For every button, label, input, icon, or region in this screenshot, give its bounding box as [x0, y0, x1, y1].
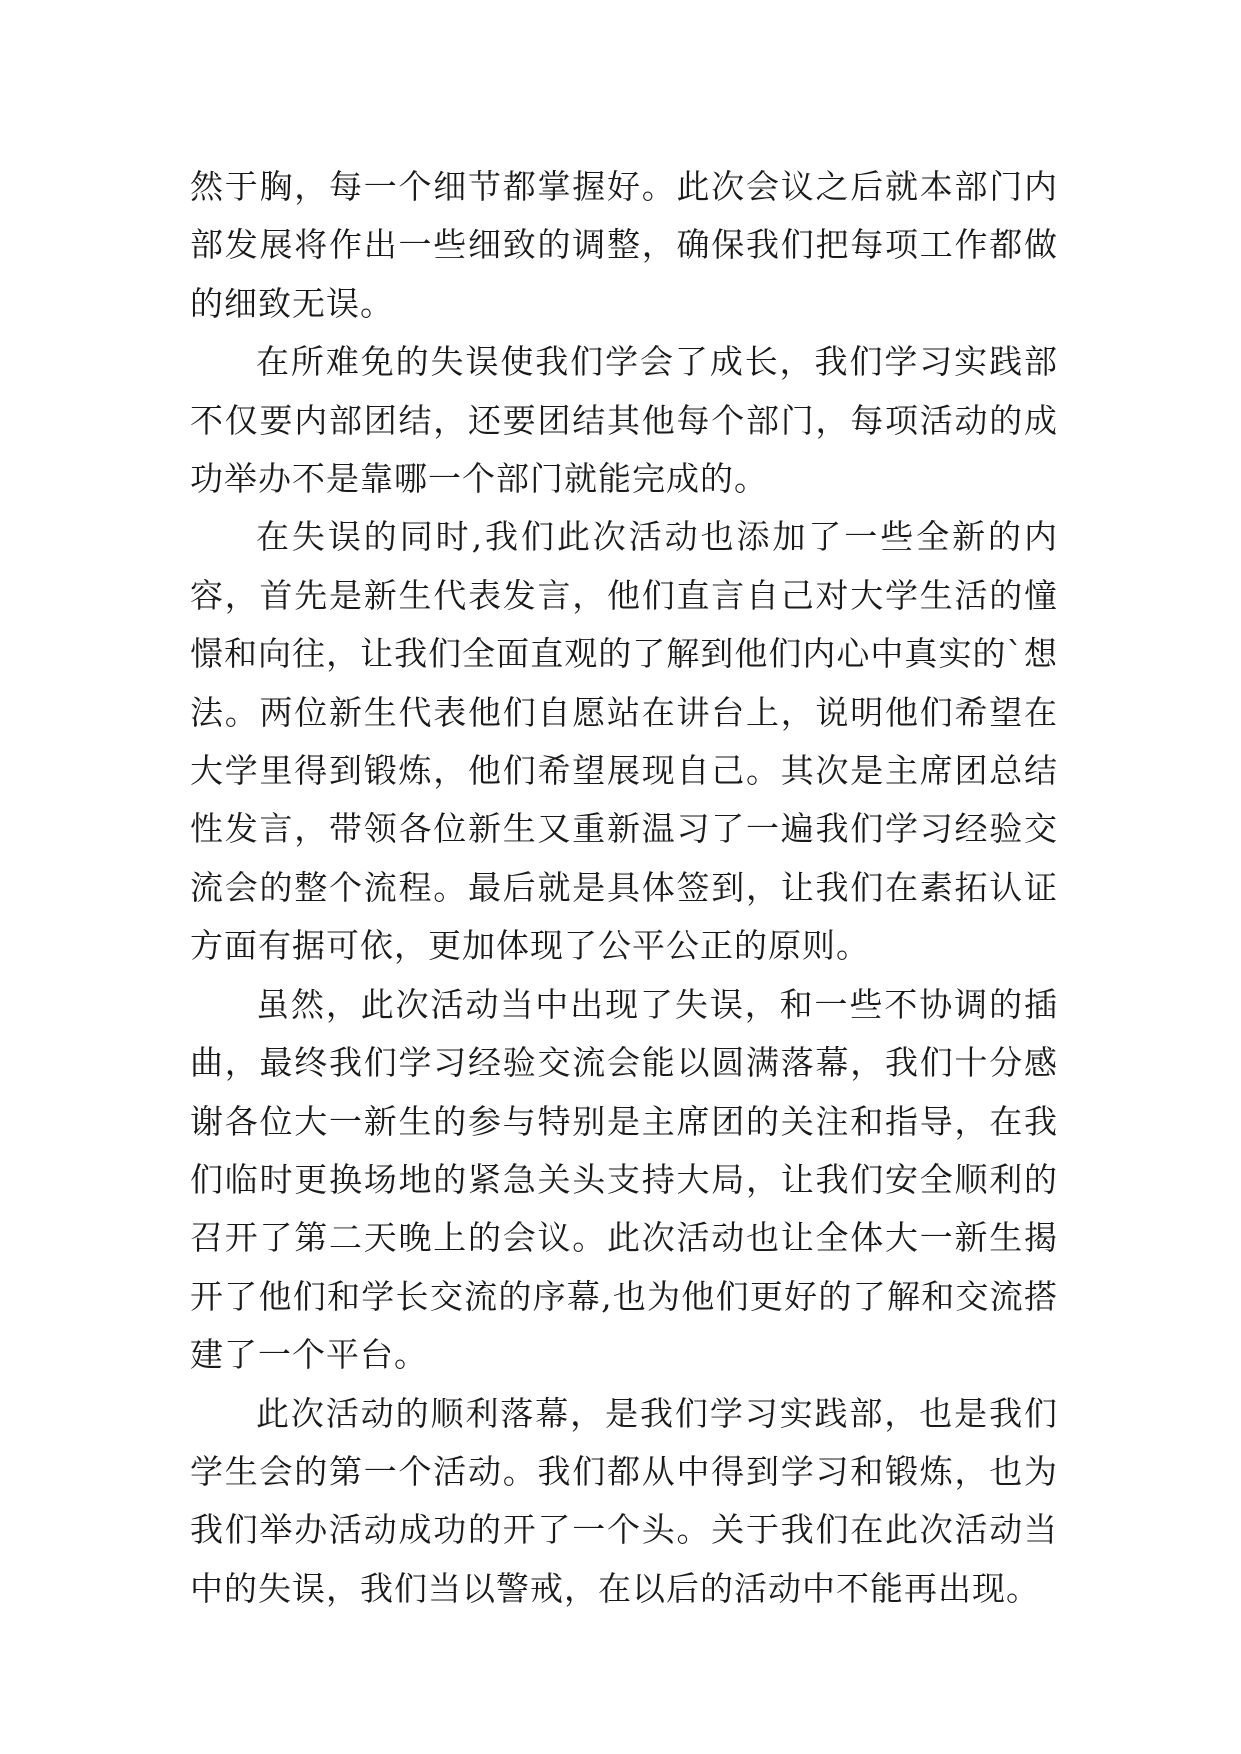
paragraph-4: 虽然，此次活动当中出现了失误，和一些不协调的插曲，最终我们学习经验交流会能以圆满落幕，我们十分感谢各位大一新生的参与特别是主席团的关注和指导，在我们临时更换场地的紧急关头支持大局，让我们安全顺利的召开了第二天晚上的会议。此次活动也让全体大一新生揭开了他们和学长交流的序幕,也为他们更好的了解和交流搭建了一个平台。: [190, 984, 1058, 1375]
paragraph-2: 在所难免的失误使我们学会了成长，我们学习实践部不仅要内部团结，还要团结其他每个部门，每项活动的成功举办不是靠哪一个部门就能完成的。: [190, 342, 1058, 499]
paragraph-1: 然于胸，每一个细节都掌握好。此次会议之后就本部门内部发展将作出一些细致的调整，确保我们把每项工作都做的细致无误。: [190, 167, 1058, 323]
document-body: [190, 158, 1058, 1618]
paragraph-5: 此次活动的顺利落幕，是我们学习实践部，也是我们学生会的第一个活动。我们都从中得到学习和锻炼，也为我们举办活动成功的开了一个头。关于我们在此次活动当中的失误，我们当以警戒，在以后的活动中不能再出现。: [190, 1393, 1058, 1608]
paragraph-3: 在失误的同时,我们此次活动也添加了一些全新的内容，首先是新生代表发言，他们直言自己对大学生活的憧憬和向往，让我们全面直观的了解到他们内心中真实的`想法。两位新生代表他们自愿站在讲台上，说明他们希望在大学里得到锻炼，他们希望展现自己。其次是主席团总结性发言，带领各位新生又重新温习了一遍我们学习经验交流会的整个流程。最后就是具体签到，让我们在素拓认证方面有据可依，更加体现了公平公正的原则。: [190, 517, 1058, 966]
